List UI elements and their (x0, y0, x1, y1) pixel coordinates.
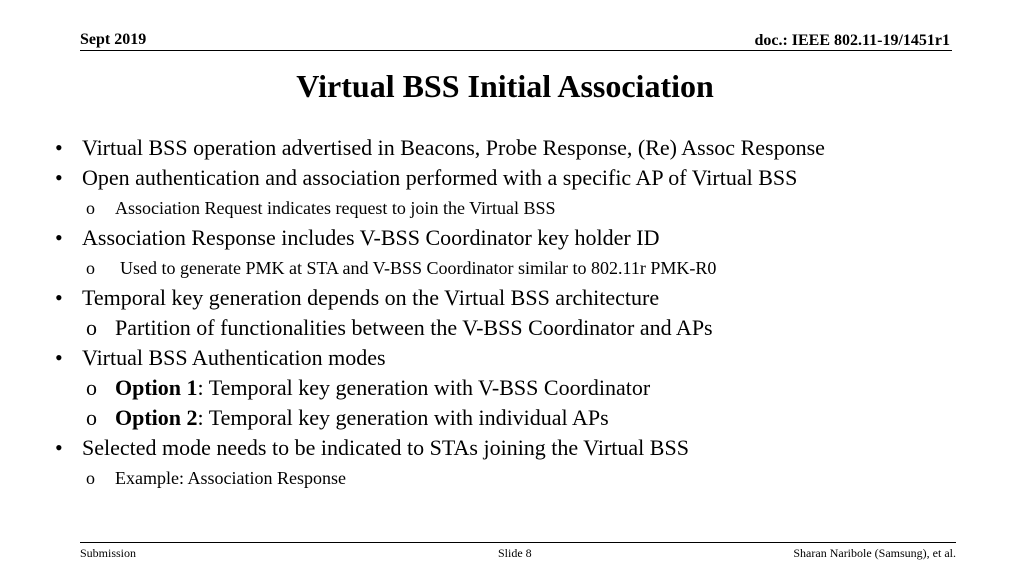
sub-bullet-glyph: o (86, 405, 97, 430)
sub-bullet-glyph: o (86, 198, 95, 218)
bullet-text: Virtual BSS Authentication modes (82, 345, 386, 370)
header-divider (80, 50, 952, 51)
sub-bullet-item (52, 253, 992, 283)
bullet-text: Association Response includes V-BSS Coordinator key holder ID (82, 225, 660, 250)
bullet-glyph: • (55, 285, 63, 310)
bullet-item (52, 283, 992, 313)
bullet-glyph: • (55, 345, 63, 370)
option-label: Option 1 (115, 375, 198, 400)
sub-bullet-item (52, 403, 992, 433)
option-label: Option 2 (115, 405, 198, 430)
bullet-glyph: • (55, 435, 63, 460)
bullet-text: Virtual BSS operation advertised in Beacons, Probe Response, (Re) Assoc Response (82, 135, 825, 160)
option-description: : Temporal key generation with individual APs (197, 405, 609, 430)
sub-bullet-item (52, 193, 992, 223)
bullet-glyph: • (55, 225, 63, 250)
footer-divider (80, 542, 956, 543)
sub-bullet-item (52, 373, 992, 403)
slide-body (52, 133, 992, 493)
slide-title: Virtual BSS Initial Association (296, 68, 714, 104)
sub-bullet-item (52, 313, 992, 343)
bullet-item (52, 343, 992, 373)
sub-bullet-glyph: o (86, 315, 97, 340)
sub-bullet-text: Example: Association Response (115, 468, 346, 488)
sub-bullet-text (115, 403, 609, 433)
sub-bullet-text: Association Request indicates request to join the Virtual BSS (115, 198, 556, 218)
sub-bullet-text: Partition of functionalities between the V-BSS Coordinator and APs (115, 315, 713, 340)
header-date: Sept 2019 (80, 31, 147, 48)
sub-bullet-item (52, 463, 992, 493)
footer-slide-number: Slide 8 (498, 546, 532, 560)
bullet-item (52, 433, 992, 463)
sub-bullet-glyph: o (86, 468, 95, 488)
bullet-item (52, 223, 992, 253)
bullet-text: Selected mode needs to be indicated to STAs joining the Virtual BSS (82, 435, 689, 460)
sub-bullet-glyph: o (86, 375, 97, 400)
header-doc-id: doc.: IEEE 802.11-19/1451r1 (754, 32, 950, 49)
sub-bullet-text: Used to generate PMK at STA and V-BSS Coordinator similar to 802.11r PMK-R0 (120, 258, 717, 278)
bullet-item (52, 163, 992, 193)
sub-bullet-glyph: o (86, 258, 95, 278)
option-description: : Temporal key generation with V-BSS Coordinator (197, 375, 651, 400)
footer-submission: Submission (80, 546, 137, 560)
bullet-glyph: • (55, 165, 63, 190)
sub-bullet-text (115, 373, 650, 403)
bullet-text: Open authentication and association performed with a specific AP of Virtual BSS (82, 165, 798, 190)
bullet-item (52, 133, 992, 163)
bullet-text: Temporal key generation depends on the Virtual BSS architecture (82, 285, 660, 310)
bullet-glyph: • (55, 135, 63, 160)
footer-authors: Sharan Naribole (Samsung), et al. (793, 546, 956, 560)
